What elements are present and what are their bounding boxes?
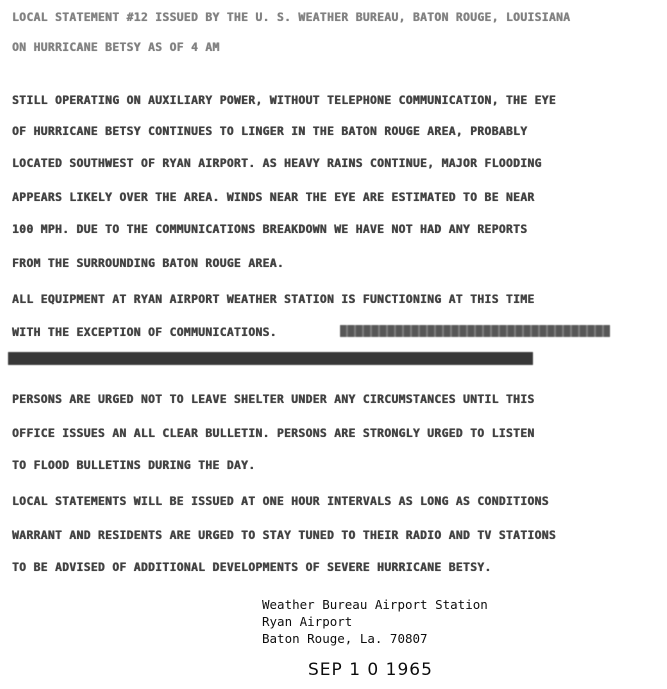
- paragraph-2-line-2: WITH THE EXCEPTION OF COMMUNICATIONS.: [12, 325, 277, 339]
- paragraph-1-line-6: FROM THE SURROUNDING BATON ROUGE AREA.: [12, 256, 284, 270]
- struck-out-text-line: [8, 352, 533, 365]
- paragraph-4-line-3: TO BE ADVISED OF ADDITIONAL DEVELOPMENTS OF SEVERE HURRICANE BETSY.: [12, 560, 492, 574]
- signature-line-1: Weather Bureau Airport Station: [262, 597, 488, 612]
- paragraph-3-line-2: OFFICE ISSUES AN ALL CLEAR BULLETIN. PERSONS ARE STRONGLY URGED TO LISTEN: [12, 426, 535, 440]
- signature-line-3: Baton Rouge, La. 70807: [262, 631, 428, 646]
- paragraph-2-line-1: ALL EQUIPMENT AT RYAN AIRPORT WEATHER STATION IS FUNCTIONING AT THIS TIME: [12, 292, 535, 306]
- paragraph-1-line-2: OF HURRICANE BETSY CONTINUES TO LINGER IN THE BATON ROUGE AREA, PROBABLY: [12, 124, 528, 138]
- paragraph-4-line-2: WARRANT AND RESIDENTS ARE URGED TO STAY TUNED TO THEIR RADIO AND TV STATIONS: [12, 528, 556, 542]
- date-stamp: SEP 1 0 1965: [308, 660, 433, 680]
- header-line-1: LOCAL STATEMENT #12 ISSUED BY THE U. S. WEATHER BUREAU, BATON ROUGE, LOUISIANA: [12, 10, 571, 24]
- header-line-2: ON HURRICANE BETSY AS OF 4 AM: [12, 40, 220, 54]
- paragraph-3-line-1: PERSONS ARE URGED NOT TO LEAVE SHELTER UNDER ANY CIRCUMSTANCES UNTIL THIS: [12, 392, 535, 406]
- paragraph-4-line-1: LOCAL STATEMENTS WILL BE ISSUED AT ONE HOUR INTERVALS AS LONG AS CONDITIONS: [12, 494, 549, 508]
- paragraph-1-line-4: APPEARS LIKELY OVER THE AREA. WINDS NEAR THE EYE ARE ESTIMATED TO BE NEAR: [12, 190, 535, 204]
- struck-out-text-tail: [340, 325, 610, 337]
- signature-line-2: Ryan Airport: [262, 614, 353, 629]
- paragraph-3-line-3: TO FLOOD BULLETINS DURING THE DAY.: [12, 458, 256, 472]
- paragraph-1-line-5: 100 MPH. DUE TO THE COMMUNICATIONS BREAKDOWN WE HAVE NOT HAD ANY REPORTS: [12, 222, 528, 236]
- paragraph-1-line-3: LOCATED SOUTHWEST OF RYAN AIRPORT. AS HEAVY RAINS CONTINUE, MAJOR FLOODING: [12, 156, 542, 170]
- paragraph-1-line-1: STILL OPERATING ON AUXILIARY POWER, WITHOUT TELEPHONE COMMUNICATION, THE EYE: [12, 93, 556, 107]
